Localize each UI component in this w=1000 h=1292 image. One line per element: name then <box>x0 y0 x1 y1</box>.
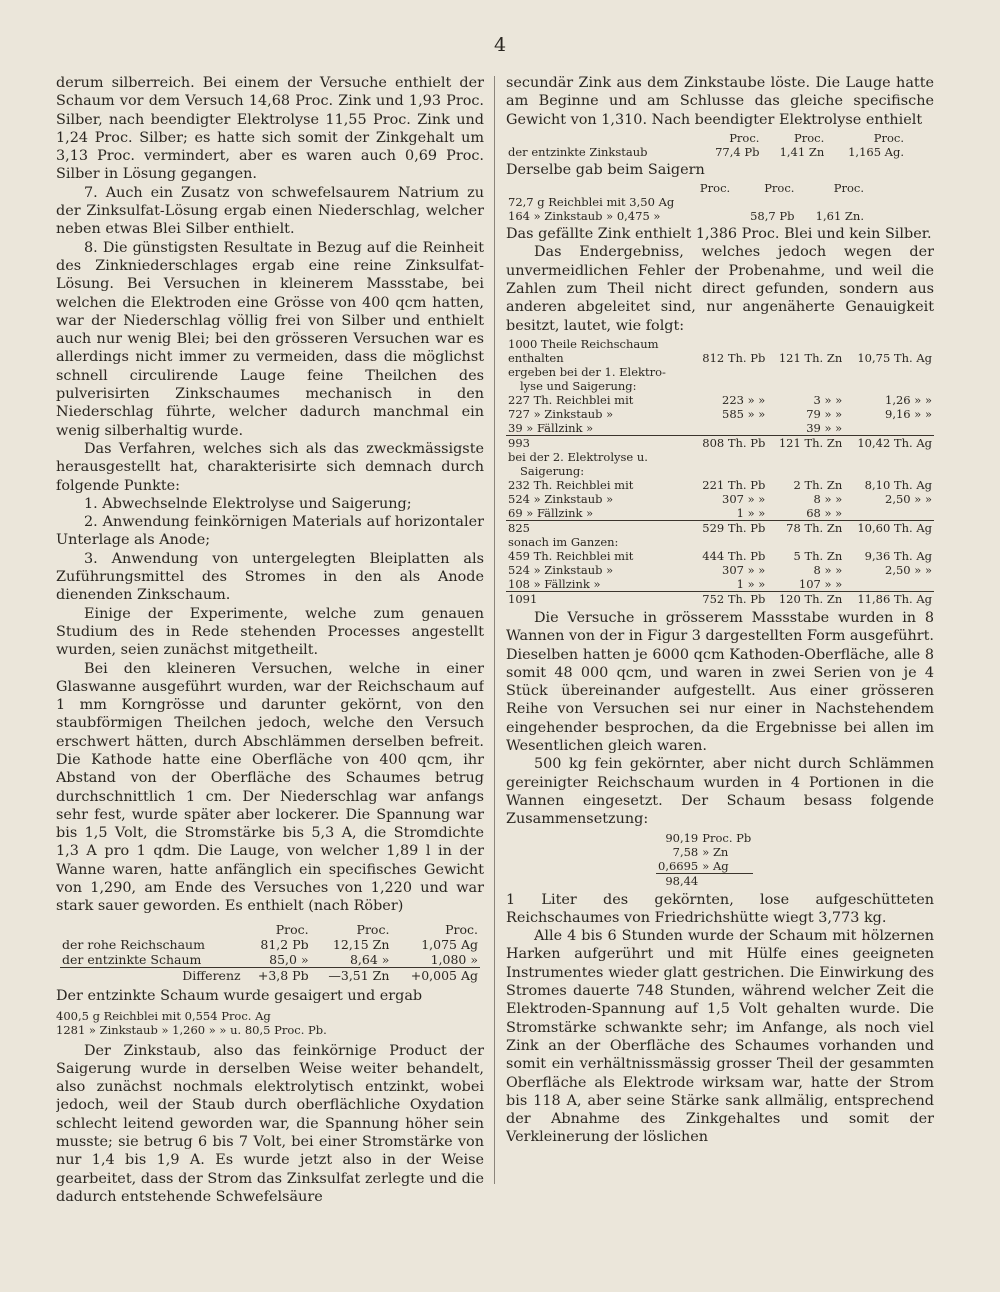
table-row: 72,7 g Reichblei mit 3,50 Ag <box>508 195 675 210</box>
table-row-sum: 1091 752 Th. Pb 120 Th. Zn 11,86 Th. Ag <box>508 591 932 606</box>
result-line: 1281 » Zinkstaub » 1,260 » » u. 80,5 Proc. Pb. <box>56 1023 327 1038</box>
analysis-table <box>60 922 480 983</box>
table-header: Proc. <box>445 921 478 937</box>
paragraph: Die Versuche in grösserem Massstabe wurden in 8 Wannen von der in Figur 3 dargestellten Form ausgeführt. Dieselben hatten je 6000 qcm Kathoden-Oberfläche, alle 8 somit 48 000 qcm, und waren in zwei Serien von je 4 Stück übereinander aufgestellt. Aus einer grösseren Reihe von Versuchen sei nur einer in Nachstehendem eingehender besprochen, da die Ergebnisse bei allen im Wesentlichen gleich waren. <box>506 609 934 755</box>
table-row-difference: Differenz +3,8 Pb —3,51 Zn +0,005 Ag <box>60 967 480 983</box>
composition-table <box>656 831 753 888</box>
table-row: 524 » Zinkstaub » 307 » » 8 » » 2,50 » » <box>508 562 932 577</box>
page-number: 4 <box>493 34 507 56</box>
paragraph: 7. Auch ein Zusatz von schwefelsaurem Natrium zu der Zinksulfat-Lösung ergab einen Niederschlag, welcher neben etwas Blei Silber enthielt. <box>56 184 484 238</box>
table-row: 7,58 » Zn <box>672 844 729 859</box>
saigern-table <box>506 181 866 223</box>
paragraph: Der entzinkte Schaum wurde gesaigert und ergab <box>56 987 423 1004</box>
left-column <box>56 74 484 1274</box>
table-row: 524 » Zinkstaub » 307 » » 8 » » 2,50 » » <box>508 491 932 506</box>
table-row: 39 » Fällzink » 39 » » <box>508 420 843 435</box>
table-row: der rohe Reichschaum 81,2 Pb 12,15 Zn 1,075 Ag <box>62 936 478 952</box>
paragraph: Das Verfahren, welches sich als das zweckmässigste herausgestellt hat, charakterisirte sich demnach durch folgende Punkte: <box>56 440 484 494</box>
table-row: 227 Th. Reichblei mit 223 » » 3 » » 1,26 » » <box>508 392 932 407</box>
table-row: 108 » Fällzink » 1 » » 107 » » <box>508 576 843 591</box>
list-item: 1. Abwechselnde Elektrolyse und Saigerung; <box>84 495 412 512</box>
points-list <box>56 495 484 605</box>
paragraph: Der Zinkstaub, also das feinkörnige Product der Saigerung wurde in derselben Weise weiter behandelt, also zunächst nochmals elektrolytisch entzinkt, wobei jedoch, weil der Staub durch oberflächliche Oxydation schlecht leitend geworden war, die Spannung höher sein musste; sie betrug 6 bis 7 Volt, bei einer Stromstärke von nur 1,4 bis 1,9 A. Es wurde jetzt also in der Weise gearbeitet, dass der Strom das Zinksulfat zerlegte und die dadurch entstehende Schwefelsäure <box>56 1042 484 1205</box>
paragraph: 500 kg fein gekörnter, aber nicht durch Schlämmen gereinigter Reichschaum wurden in 4 Portionen in die Wannen eingesetzt. Der Schaum besass folgende Zusammensetzung: <box>506 756 934 828</box>
result-table <box>506 337 934 606</box>
list-item: 3. Anwendung von untergelegten Bleiplatten als Zuführungsmittel des Stromes in den als Anode dienenden Zinkschaum. <box>56 550 484 604</box>
list-item: 2. Anwendung feinkörnigen Materials auf horizontaler Unterlage als Anode; <box>56 514 484 549</box>
section-label: sonach im Ganzen: <box>508 534 619 549</box>
paragraph: Das gefällte Zink enthielt 1,386 Proc. Blei und kein Silber. <box>506 226 932 243</box>
result-line: 400,5 g Reichblei mit 0,554 Proc. Ag <box>56 1008 271 1023</box>
paragraph: Alle 4 bis 6 Stunden wurde der Schaum mit hölzernen Harken aufgerührt und mit Hülfe eines geeigneten Instrumentes wieder glatt gestrichen. Die Einwirkung des Stromes dauerte 748 Stunden, während welcher Zeit die Elektroden-Spannung auf 1,5 Volt gehalten wurde. Die Stromstärke schwankte sehr; im Anfange, als noch viel Zink an der Oberfläche des Schaumes vorhanden und somit ein verhältnissmässig grosser Theil der gesammten Oberfläche als Elektrode wirksam war, hatte der Strom bis 118 A, aber seine Stärke sank allmälig, entsprechend der Abnahme des Zinkgehaltes und somit der Verkleinerung der löslichen <box>506 928 934 1146</box>
table-row: der entzinkte Zinkstaub 77,4 Pb 1,41 Zn 1,165 Ag. <box>508 144 904 159</box>
right-column <box>506 74 934 1274</box>
section-label: ergeben bei der 1. Elektro- <box>508 364 666 379</box>
paragraph: 8. Die günstigsten Resultate in Bezug auf die Reinheit des Zinkniederschlages ergab eine reine Zinksulfat-Lösung. Bei Versuchen in kleinerem Massstabe, bei welchen die Elektroden eine Grösse von 400 qcm hatten, war der Niederschlag völlig frei von Silber und enthielt auch nur wenig Blei; bei den grösseren Versuchen war es allerdings nicht immer zu vermeiden, dass die möglichst schnell circulirende Lauge feine Theilchen des pulverisirten Zinkschaumes mechanisch in den Niederschlag führte, welcher dadurch manchmal ein wenig silberhaltig wurde. <box>56 239 484 439</box>
paragraph: Das Endergebniss, welches jedoch wegen der unvermeidlichen Fehler der Probenahme, und weil die Zahlen zum Theil nicht direct gefunden, sondern aus anderen abgeleitet sind, nur angenäherte Genauigkeit besitzt, lautet, wie folgt: <box>506 244 934 334</box>
paragraph: Einige der Experimente, welche zum genauen Studium des in Rede stehenden Processes angestellt wurden, seien zunächst mitgetheilt. <box>56 605 484 659</box>
table-header: Proc. <box>699 181 731 196</box>
zinc-dust-table <box>506 131 906 159</box>
table-header: Proc. <box>764 181 795 196</box>
table-row: 459 Th. Reichblei mit 444 Th. Pb 5 Th. Zn 9,36 Th. Ag <box>508 548 932 563</box>
table-row: 1000 Theile Reichschaum <box>508 336 659 351</box>
table-row: enthalten 812 Th. Pb 121 Th. Zn 10,75 Th. Ag <box>508 350 932 365</box>
paragraph: Bei den kleineren Versuchen, welche in einer Glaswanne ausgeführt wurden, war der Reichschaum auf 1 mm Korngrösse und darunter gekörnt, von den staubförmigen Theilchen jedoch, welche den Versuch erschwert hätten, durch Abschlämmen derselben befreit. Die Kathode hatte eine Oberfläche von 400 qcm, ihr Abstand von der Oberfläche des Schaumes betrug durchschnittlich 1 cm. Der Niederschlag war anfangs sehr fest, wurde später aber lockerer. Die Spannung war bis 1,5 Volt, die Stromstärke bis 5,3 A, die Stromdichte 1,3 A pro 1 qdm. Die Lauge, von welcher 1,89 l in der Wanne waren, hatte anfänglich ein specifisches Gewicht von 1,290, am Ende des Versuches von 1,220 und war stark sauer geworden. Es enthielt (nach Röber) <box>56 660 484 915</box>
table-row: 69 » Fällzink » 1 » » 68 » » <box>508 505 843 520</box>
table-row-sum: 993 808 Th. Pb 121 Th. Zn 10,42 Th. Ag <box>508 435 932 450</box>
column-divider <box>494 76 495 1184</box>
section-label: bei der 2. Elektrolyse u. <box>508 449 648 464</box>
table-header: Proc. <box>833 181 864 196</box>
table-row-sum: 98,44 <box>656 873 753 888</box>
paragraph: derum silberreich. Bei einem der Versuche enthielt der Schaum vor dem Versuch 14,68 Proc. Zink und 1,93 Proc. Silber, nach beendigter Elektrolyse 11,55 Proc. Zink und 1,24 Proc. Silber; es hatte sich somit der Zinkgehalt um 3,13 Proc. vermindert, aber es waren auch 0,69 Proc. Silber in Lösung gegangen. <box>56 75 484 183</box>
section-label: Saigerung: <box>520 463 585 478</box>
table-row: 164 » Zinkstaub » 0,475 » 58,7 Pb 1,61 Zn. <box>508 209 864 224</box>
saigerung-result <box>56 1009 484 1038</box>
table-header: Proc. <box>873 130 904 145</box>
paragraph: 1 Liter des gekörnten, lose aufgeschütteten Reichschaumes von Friedrichshütte wiegt 3,773 kg. <box>506 891 934 926</box>
table-row-sum: 825 529 Th. Pb 78 Th. Zn 10,60 Th. Ag <box>508 520 932 535</box>
table-row: der entzinkte Schaum 85,0 » 8,64 » 1,080 » <box>62 951 478 967</box>
table-row: 232 Th. Reichblei mit 221 Th. Pb 2 Th. Zn 8,10 Th. Ag <box>508 477 932 492</box>
table-row: 727 » Zinkstaub » 585 » » 79 » » 9,16 » » <box>508 406 932 421</box>
table-row: 90,19 Proc. Pb <box>665 830 752 845</box>
table-header: Proc. <box>729 130 760 145</box>
table-row: 0,6695 » Ag <box>658 858 729 873</box>
section-label: lyse und Saigerung: <box>520 378 637 393</box>
table-header: Proc. <box>275 921 309 937</box>
paragraph: Derselbe gab beim Saigern <box>506 161 705 178</box>
table-header: Proc. <box>356 921 390 937</box>
table-header: Proc. <box>793 130 825 145</box>
paragraph: secundär Zink aus dem Zinkstaube löste. Die Lauge hatte am Beginne und am Schlusse das gleiche specifische Gewicht von 1,310. Nach beendigter Elektrolyse enthielt <box>506 75 934 128</box>
